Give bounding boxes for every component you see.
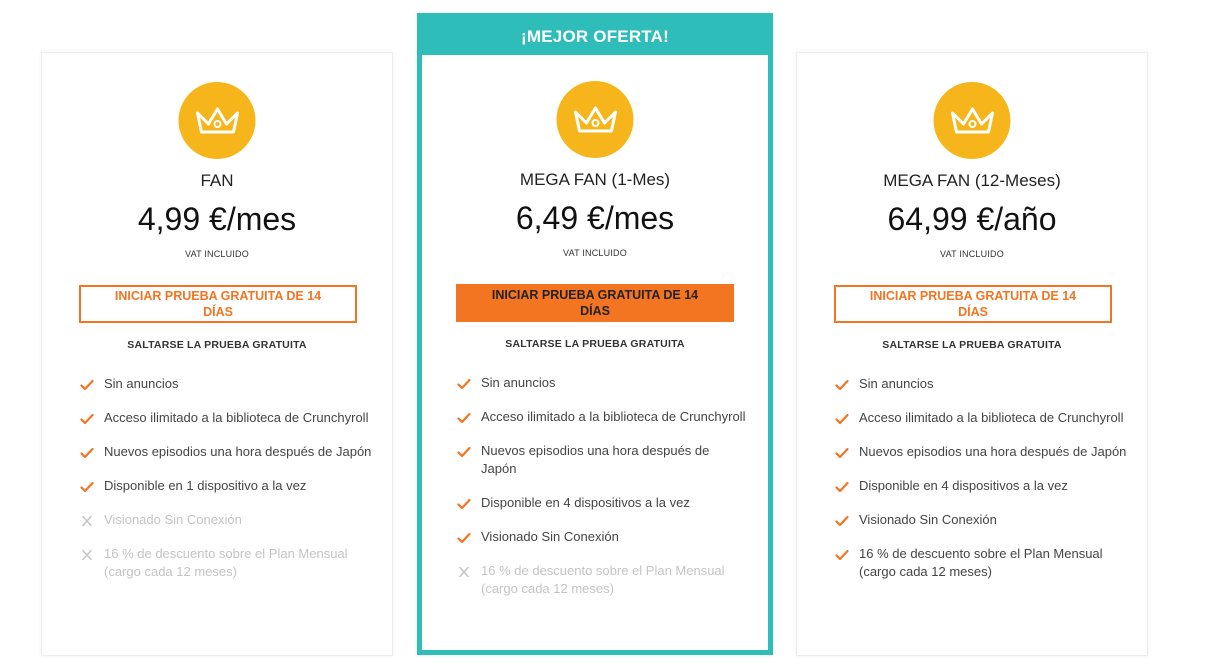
- check-icon: [80, 446, 94, 458]
- check-icon: [835, 378, 849, 390]
- feature-item: [835, 477, 1127, 495]
- feature-text: 16 % de descuento sobre el Plan Mensual (cargo cada 12 meses): [104, 546, 348, 579]
- vat-note: VAT INCLUIDO: [185, 249, 249, 259]
- crown-icon: [179, 82, 256, 159]
- feature-item: [457, 528, 748, 546]
- feature-item: [457, 442, 748, 478]
- check-icon: [457, 411, 471, 423]
- check-icon: [457, 497, 471, 509]
- feature-list: [835, 375, 1127, 597]
- feature-item: [835, 545, 1127, 581]
- plan-price: 64,99 €/año: [887, 201, 1057, 237]
- feature-text: Nuevos episodios una hora después de Japón: [859, 444, 1127, 459]
- feature-item: [80, 477, 372, 495]
- feature-item: [80, 409, 372, 427]
- best-offer-badge: ¡MEJOR OFERTA!: [422, 18, 768, 55]
- crown-icon: [557, 81, 634, 158]
- check-icon: [835, 446, 849, 458]
- feature-item: [835, 511, 1127, 529]
- feature-item: [835, 443, 1127, 461]
- feature-text: Nuevos episodios una hora después de Japón: [481, 443, 710, 476]
- feature-item: [835, 375, 1127, 393]
- skip-trial-link[interactable]: SALTARSE LA PRUEBA GRATUITA: [505, 338, 685, 350]
- feature-text: 16 % de descuento sobre el Plan Mensual (cargo cada 12 meses): [481, 563, 725, 596]
- feature-text: Sin anuncios: [481, 375, 556, 390]
- vat-note: VAT INCLUIDO: [563, 248, 627, 258]
- cross-icon: [457, 565, 471, 577]
- check-icon: [457, 377, 471, 389]
- crown-icon: [934, 82, 1011, 159]
- feature-text: Disponible en 4 dispositivos a la vez: [481, 495, 690, 510]
- plan-name: MEGA FAN (12-Meses): [883, 171, 1061, 190]
- plan-card-mega-fan-1-month: [417, 13, 773, 655]
- feature-text: Visionado Sin Conexión: [859, 512, 997, 527]
- plan-price: 6,49 €/mes: [515, 200, 675, 236]
- feature-text: Nuevos episodios una hora después de Japón: [104, 444, 372, 459]
- check-icon: [457, 445, 471, 457]
- skip-trial-link[interactable]: SALTARSE LA PRUEBA GRATUITA: [882, 339, 1062, 351]
- plan-price: 4,99 €/mes: [137, 201, 297, 237]
- feature-item: [80, 511, 372, 529]
- feature-item: [457, 494, 748, 512]
- check-icon: [80, 480, 94, 492]
- check-icon: [835, 480, 849, 492]
- feature-list: [80, 375, 372, 597]
- feature-text: Disponible en 4 dispositivos a la vez: [859, 478, 1068, 493]
- cross-icon: [80, 514, 94, 526]
- feature-text: Visionado Sin Conexión: [481, 529, 619, 544]
- feature-text: Visionado Sin Conexión: [104, 512, 242, 527]
- feature-text: Disponible en 1 dispositivo a la vez: [104, 478, 307, 493]
- feature-item: [457, 562, 748, 598]
- feature-text: Sin anuncios: [104, 376, 179, 391]
- feature-text: Acceso ilimitado a la biblioteca de Crunchyroll: [104, 410, 369, 425]
- feature-item: [80, 545, 372, 581]
- start-trial-button[interactable]: INICIAR PRUEBA GRATUITA DE 14 DÍAS: [456, 284, 734, 322]
- feature-text: Sin anuncios: [859, 376, 934, 391]
- feature-text: Acceso ilimitado a la biblioteca de Crunchyroll: [481, 409, 746, 424]
- start-trial-button[interactable]: INICIAR PRUEBA GRATUITA DE 14 DÍAS: [79, 285, 357, 323]
- cross-icon: [80, 548, 94, 560]
- plan-name: MEGA FAN (1-Mes): [519, 170, 671, 189]
- check-icon: [835, 548, 849, 560]
- skip-trial-link[interactable]: SALTARSE LA PRUEBA GRATUITA: [127, 339, 307, 351]
- feature-item: [457, 408, 748, 426]
- check-icon: [835, 514, 849, 526]
- check-icon: [80, 378, 94, 390]
- feature-item: [80, 375, 372, 393]
- feature-text: 16 % de descuento sobre el Plan Mensual (cargo cada 12 meses): [859, 546, 1103, 579]
- check-icon: [835, 412, 849, 424]
- vat-note: VAT INCLUIDO: [940, 249, 1004, 259]
- plan-card-mega-fan-12-months: [796, 52, 1148, 656]
- feature-item: [457, 374, 748, 392]
- check-icon: [457, 531, 471, 543]
- start-trial-button[interactable]: INICIAR PRUEBA GRATUITA DE 14 DÍAS: [834, 285, 1112, 323]
- feature-item: [80, 443, 372, 461]
- plan-card-fan: [41, 52, 393, 656]
- feature-item: [835, 409, 1127, 427]
- feature-text: Acceso ilimitado a la biblioteca de Crunchyroll: [859, 410, 1124, 425]
- check-icon: [80, 412, 94, 424]
- plan-name: FAN: [200, 171, 234, 190]
- feature-list: [457, 374, 748, 614]
